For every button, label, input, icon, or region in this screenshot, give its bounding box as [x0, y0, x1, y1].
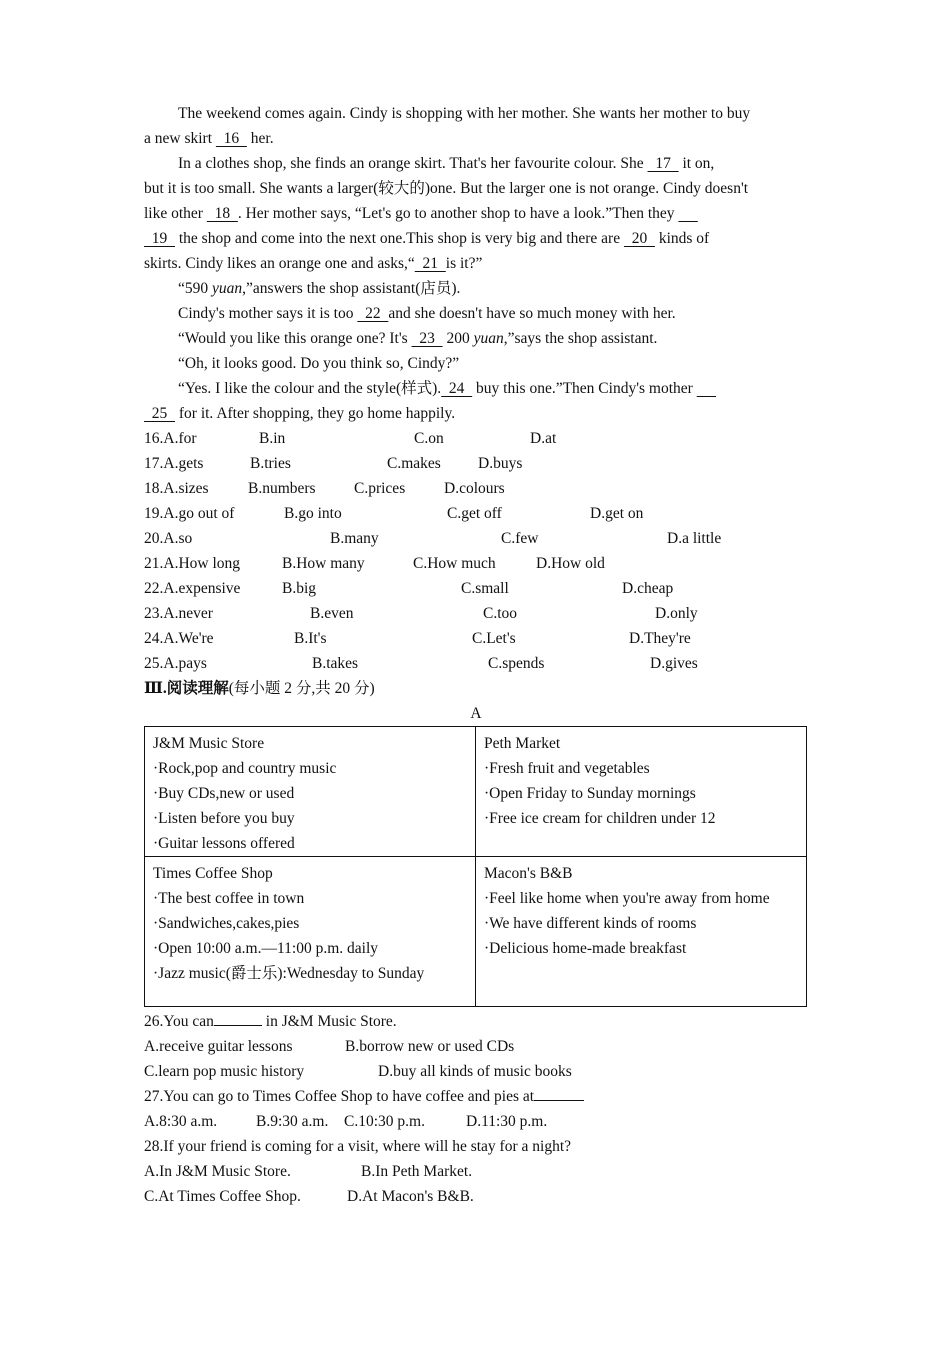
option-c: C.too: [483, 605, 518, 622]
cloze-question: [144, 626, 808, 651]
cloze-blank: 19: [144, 230, 175, 247]
cloze-blank: 21: [414, 255, 446, 272]
option-a: [144, 576, 240, 601]
option-b: B.numbers: [248, 480, 316, 497]
passage-line: [144, 351, 808, 376]
passage-line: [144, 376, 808, 401]
cloze-blank: 18: [206, 205, 238, 222]
italic-text: yuan: [212, 280, 243, 297]
option-c: C.get off: [447, 505, 502, 522]
option-a: [144, 476, 209, 501]
ad-name: J&M Music Store: [153, 735, 265, 752]
passage-text: skirts. Cindy likes an orange one and asks,“: [144, 255, 415, 272]
option-b: B.borrow new or used CDs: [345, 1038, 515, 1055]
cloze-blank: [697, 376, 716, 401]
ad-item: ·Listen before you buy: [153, 810, 295, 827]
option-b: B.In Peth Market.: [361, 1163, 473, 1180]
cloze-question: [144, 651, 808, 676]
cloze-blank: 23: [411, 330, 443, 347]
question-number: 24.: [144, 630, 164, 647]
passage-line: [144, 251, 808, 276]
passage-line: [144, 176, 808, 201]
passage-text: “590: [178, 280, 213, 297]
ad-cell: [145, 857, 476, 1007]
option-d: D.buy all kinds of music books: [378, 1063, 572, 1080]
option-b: B.big: [282, 580, 317, 597]
passage-text: but it is too small. She wants a larger(较大的)one. But the larger one is not orange. Cindy doesn't: [144, 180, 749, 197]
question-number: 21.: [144, 555, 164, 572]
passage-text: kinds of: [654, 230, 710, 247]
passage-line: [144, 151, 808, 176]
option-text: A.We're: [163, 630, 214, 647]
option-text: A.for: [163, 430, 197, 447]
cloze-question: [144, 576, 808, 601]
passage-line: [144, 101, 808, 126]
ad-item: ·Rock,pop and country music: [153, 760, 337, 777]
question-28: 28.If your friend is coming for a visit, where will he stay for a night?: [144, 1138, 571, 1155]
cloze-blank: 17: [647, 155, 679, 172]
passage-text: it on,: [678, 155, 715, 172]
cloze-blank: 25: [144, 405, 175, 422]
option-a: [144, 626, 214, 651]
option-c: C.small: [461, 580, 509, 597]
option-a: [144, 426, 197, 451]
ad-item: ·Delicious home-made breakfast: [484, 940, 687, 957]
question-number: 22.: [144, 580, 164, 597]
option-b: B.It's: [294, 630, 327, 647]
option-b: B.many: [330, 530, 379, 547]
option-a: A.8:30 a.m.: [144, 1113, 218, 1130]
passage-text: ,”says the shop assistant.: [503, 330, 658, 347]
option-c: C.makes: [387, 455, 441, 472]
ad-cell: [476, 727, 807, 857]
passage-text: “Oh, it looks good. Do you think so, Cindy?”: [178, 355, 460, 372]
option-d: D.How old: [536, 555, 605, 572]
option-c: C.Let's: [472, 630, 516, 647]
option-d: D.at: [530, 430, 557, 447]
option-d: D.colours: [444, 480, 505, 497]
option-a: [144, 601, 213, 626]
option-b: B.go into: [284, 505, 342, 522]
answer-blank: [214, 1011, 262, 1026]
option-d: D.gives: [650, 655, 698, 672]
cloze-blank: 20: [623, 230, 655, 247]
cloze-question: [144, 551, 808, 576]
option-c: C.How much: [413, 555, 496, 572]
passage-line: [144, 301, 808, 326]
option-b: B.takes: [312, 655, 359, 672]
question-number: 16.: [144, 430, 164, 447]
passage-text: ,”answers the shop assistant(店员).: [242, 280, 461, 297]
cloze-question: [144, 426, 808, 451]
option-text: A.sizes: [163, 480, 209, 497]
passage-text: “Would you like this orange one? It's: [178, 330, 412, 347]
passage-text: is it?”: [445, 255, 483, 272]
passage-text: like other: [144, 205, 207, 222]
ad-name: Macon's B&B: [484, 865, 573, 882]
option-c: C.few: [501, 530, 539, 547]
option-b: B.How many: [282, 555, 365, 572]
option-a: [144, 651, 207, 676]
passage-line: [144, 126, 808, 151]
question-number: 25.: [144, 655, 164, 672]
passage-text: buy this one.”Then Cindy's mother: [472, 380, 697, 397]
ad-item: ·Free ice cream for children under 12: [484, 810, 716, 827]
option-d: D.get on: [590, 505, 644, 522]
question-28-options-ab: [144, 1159, 808, 1184]
ad-item: ·Fresh fruit and vegetables: [484, 760, 650, 777]
ad-name: Times Coffee Shop: [153, 865, 273, 882]
ad-item: ·Open Friday to Sunday mornings: [484, 785, 696, 802]
cloze-blank: 24: [441, 380, 473, 397]
cloze-blank: 16: [215, 130, 247, 147]
option-c: C.prices: [354, 480, 406, 497]
option-d: D.a little: [667, 530, 722, 547]
question-stem: in J&M Music Store.: [261, 1013, 397, 1030]
passage-label: A: [470, 705, 482, 722]
passage-text: In a clothes shop, she finds an orange skirt. That's her favourite colour. She: [178, 155, 648, 172]
option-b: B.in: [259, 430, 286, 447]
option-text: A.How long: [163, 555, 241, 572]
option-a: [144, 501, 234, 526]
passage-text: the shop and come into the next one.This shop is very big and there are: [175, 230, 624, 247]
option-a: [144, 526, 192, 551]
ad-cell: [145, 727, 476, 857]
option-d: D.cheap: [622, 580, 674, 597]
option-c: C.learn pop music history: [144, 1063, 305, 1080]
passage-text: . Her mother says, “Let's go to another shop to have a look.”Then they: [237, 205, 679, 222]
section-score-note: (每小题 2 分,共 20 分): [228, 680, 375, 697]
question-number: 20.: [144, 530, 164, 547]
option-d: D.At Macon's B&B.: [347, 1188, 474, 1205]
option-text: A.expensive: [163, 580, 241, 597]
option-a: A.In J&M Music Store.: [144, 1163, 291, 1180]
option-d: D.only: [655, 605, 698, 622]
option-text: A.so: [163, 530, 193, 547]
passage-line: [144, 401, 808, 426]
passage-text: for it. After shopping, they go home happily.: [175, 405, 456, 422]
ad-name: Peth Market: [484, 735, 561, 752]
exam-page: [144, 101, 808, 1209]
question-number: 18.: [144, 480, 164, 497]
option-text: A.go out of: [163, 505, 235, 522]
question-stem: 26.You can: [144, 1013, 214, 1030]
option-c: C.10:30 p.m.: [344, 1113, 425, 1130]
option-c: C.At Times Coffee Shop.: [144, 1188, 301, 1205]
question-number: 17.: [144, 455, 164, 472]
ad-item: ·Sandwiches,cakes,pies: [153, 915, 300, 932]
ad-item: ·Buy CDs,new or used: [153, 785, 295, 802]
passage-line: [144, 201, 808, 226]
question-26: [144, 1009, 808, 1034]
question-27: [144, 1084, 808, 1109]
question-26-options-ab: [144, 1034, 808, 1059]
option-d: D.buys: [478, 455, 523, 472]
option-d: D.11:30 p.m.: [466, 1113, 548, 1130]
answer-blank: [534, 1086, 584, 1101]
cloze-passage: [144, 101, 808, 426]
question-28-options-cd: [144, 1184, 808, 1209]
option-text: A.gets: [163, 455, 204, 472]
ads-table: [144, 726, 807, 1007]
passage-text: and she doesn't have so much money with her.: [388, 305, 676, 322]
option-c: C.on: [414, 430, 444, 447]
option-b: B.tries: [250, 455, 291, 472]
option-d: D.They're: [629, 630, 691, 647]
section-title: Ⅲ.阅读理解: [144, 680, 229, 697]
ad-item: ·The best coffee in town: [153, 890, 305, 907]
option-c: C.spends: [488, 655, 545, 672]
cloze-question: [144, 451, 808, 476]
ad-item: ·Open 10:00 a.m.—11:00 p.m. daily: [153, 940, 379, 957]
cloze-question: [144, 476, 808, 501]
passage-text: The weekend comes again. Cindy is shopping with her mother. She wants her mother to buy: [178, 105, 751, 122]
section-heading: [144, 676, 808, 701]
question-number: 19.: [144, 505, 164, 522]
cloze-question: [144, 601, 808, 626]
option-text: A.never: [163, 605, 213, 622]
option-a: A.receive guitar lessons: [144, 1038, 293, 1055]
ad-item: ·Jazz music(爵士乐):Wednesday to Sunday: [153, 965, 425, 982]
ad-item: ·We have different kinds of rooms: [484, 915, 697, 932]
passage-line: [144, 276, 808, 301]
passage-text: 200: [442, 330, 474, 347]
passage-text: a new skirt: [144, 130, 216, 147]
cloze-blank: 22: [357, 305, 389, 322]
passage-text: Cindy's mother says it is too: [178, 305, 358, 322]
italic-text: yuan: [473, 330, 504, 347]
cloze-questions: [144, 426, 808, 676]
passage-line: [144, 226, 808, 251]
question-stem: 27.You can go to Times Coffee Shop to have coffee and pies at: [144, 1088, 535, 1105]
ad-item: ·Feel like home when you're away from home: [484, 890, 770, 907]
option-a: [144, 451, 203, 476]
ad-item: ·Guitar lessons offered: [153, 835, 295, 852]
passage-text: her.: [246, 130, 274, 147]
question-27-options: [144, 1109, 808, 1134]
passage-line: [144, 326, 808, 351]
cloze-question: [144, 526, 808, 551]
cloze-blank: [678, 201, 697, 226]
cloze-question: [144, 501, 808, 526]
option-a: [144, 551, 240, 576]
option-text: A.pays: [163, 655, 207, 672]
option-b: B.even: [310, 605, 354, 622]
question-number: 23.: [144, 605, 164, 622]
option-b: B.9:30 a.m.: [256, 1113, 329, 1130]
question-26-options-cd: [144, 1059, 808, 1084]
ad-cell: [476, 857, 807, 1007]
passage-text: “Yes. I like the colour and the style(样式).: [178, 380, 442, 397]
